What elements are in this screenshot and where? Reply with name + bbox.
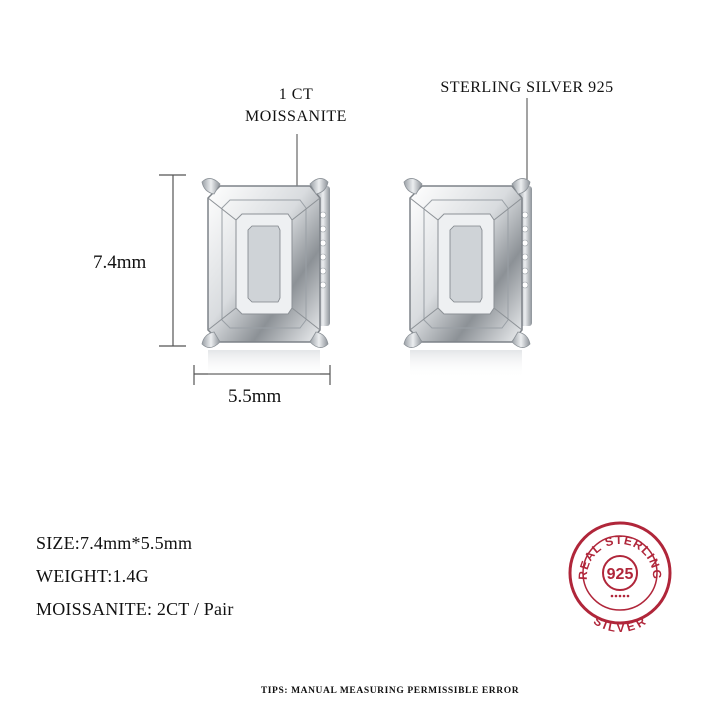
stone-carat-label: 1 CT bbox=[278, 86, 314, 103]
earring-left bbox=[202, 178, 330, 378]
metal-callout: STERLING SILVER 925 bbox=[440, 79, 614, 96]
earring-right bbox=[404, 178, 532, 378]
seal-arc-top-text: REAL STERLING bbox=[575, 532, 665, 581]
sterling-seal-icon bbox=[570, 523, 670, 635]
tips-footer: TIPS: MANUAL MEASURING PERMISSIBLE ERROR bbox=[260, 686, 520, 696]
spec-moissanite: MOISSANITE: 2CT / Pair bbox=[36, 599, 234, 619]
spec-weight: WEIGHT:1.4G bbox=[36, 566, 149, 586]
spec-size: SIZE:7.4mm*5.5mm bbox=[36, 533, 193, 553]
stone-type-label: MOISSANITE bbox=[245, 108, 347, 125]
height-dimension-label: 7.4mm bbox=[93, 252, 147, 273]
height-dimension-bracket bbox=[159, 175, 186, 346]
width-dimension-label: 5.5mm bbox=[228, 386, 282, 407]
seal-center-text: 925 bbox=[606, 566, 634, 583]
seal-arc-bottom-text: SILVER bbox=[591, 613, 649, 636]
